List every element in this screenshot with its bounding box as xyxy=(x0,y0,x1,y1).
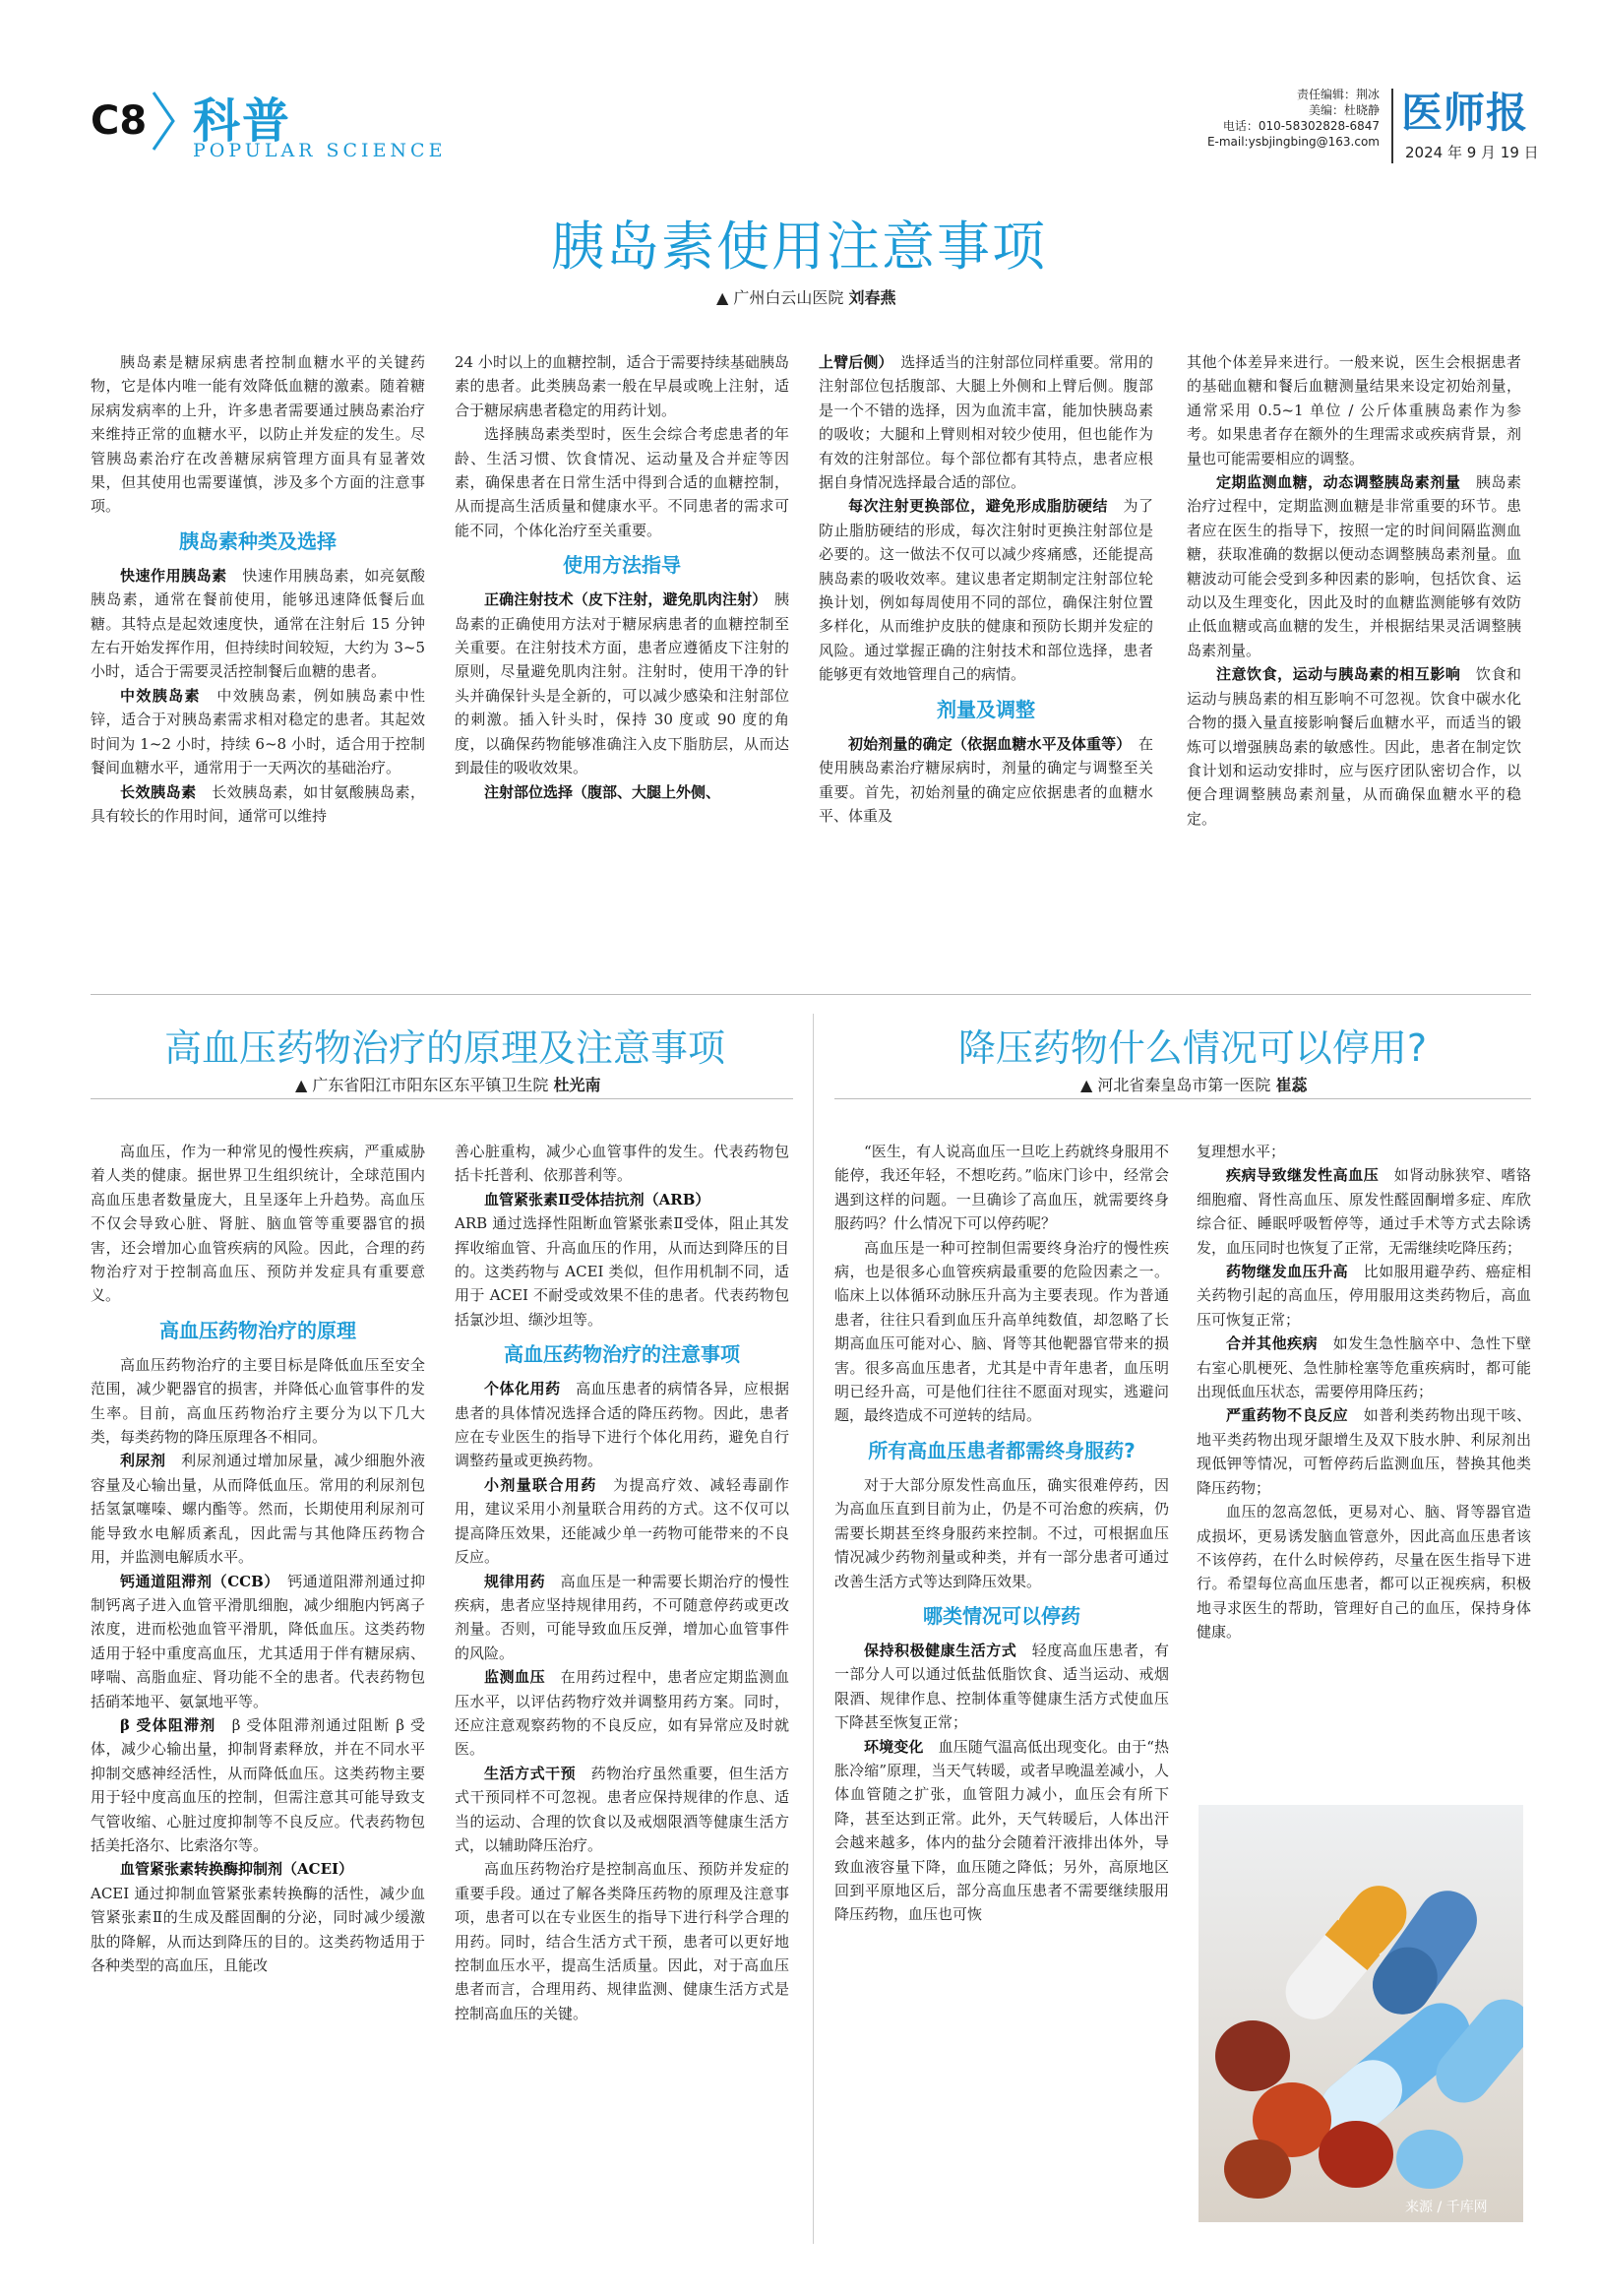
paragraph-text: 胰岛素的正确使用方法对于糖尿病患者的血糖控制至关重要。在注射技术方面，患者应遵循皮下注射的原则，尽量避免肌肉注射。注射时，使用干净的针头并确保针头是全新的，可以减少感染和注射部位的刺激。插入针头时，保持 30 度或 90 度的角度，以确保药物能够准确注入皮下脂肪层，从而达到最佳的吸收效果。 xyxy=(455,590,789,777)
paragraph xyxy=(455,1762,789,1858)
paragraph xyxy=(1197,1163,1531,1260)
paragraph-lead: 每次注射更换部位，避免形成脂肪硬结 xyxy=(848,497,1108,516)
paragraph xyxy=(455,422,789,542)
paragraph-text: 如发生急性脑卒中、急性下壁右室心肌梗死、急性肺栓塞等危重疾病时，都可能出现低血压状态，需要停用降压药； xyxy=(1197,1334,1531,1401)
paragraph xyxy=(819,494,1153,686)
paragraph xyxy=(455,1473,789,1570)
paragraph-lead: 药物继发血压升高 xyxy=(1226,1263,1349,1281)
title-rule xyxy=(91,1098,793,1099)
paragraph xyxy=(91,1140,425,1308)
paragraph-lead: 快速作用胰岛素 xyxy=(120,566,227,585)
paragraph xyxy=(91,1882,425,1978)
paragraph xyxy=(1197,1140,1531,1163)
paragraph xyxy=(834,1236,1169,1428)
paragraph-text: 对于大部分原发性高血压，确实很难停药，因为高血压直到目前为止，仍是不可治愈的疾病，仍需要长期甚至终身服药来控制。不过，可根据血压情况减少药物剂量或种类，并有一部分患者可通过改善生活方式等达到降压效果。 xyxy=(834,1475,1169,1590)
section-divider xyxy=(91,994,1531,995)
article-column xyxy=(819,350,1153,828)
paragraph xyxy=(455,1857,789,2025)
paragraph-text: 高血压是一种需要长期治疗的慢性疾病，患者应坚持规律用药，不可随意停药或更改剂量。否则，可能导致血压反弹，增加心血管事件的风险。 xyxy=(455,1572,789,1662)
paragraph xyxy=(1187,350,1521,470)
editor-credit: 责任编辑：荆冰 xyxy=(1296,88,1380,101)
paragraph-text: ARB 通过选择性阻断血管紧张素Ⅱ受体，阻止其发挥收缩血管、升高血压的作用，从而达到降压的目的。这类药物与 ACEI 类似，但作用机制不同，适用于 ACEI 不耐受或效果不佳的患者。代表药物包括氯沙坦、缬沙坦等。 xyxy=(455,1214,789,1329)
paragraph xyxy=(91,780,425,829)
paragraph-lead: 保持积极健康生活方式 xyxy=(864,1641,1017,1659)
paragraph-text: 饮食和运动与胰岛素的相互影响不可忽视。饮食中碳水化合物的摄入量直接影响餐后血糖水平，而适当的锻炼可以增强胰岛素的敏感性。因此，患者在制定饮食计划和运动安排时，应与医疗团队密切合作，以便合理调整胰岛素剂量，从而确保血糖水平的稳定。 xyxy=(1187,665,1521,828)
paragraph-lead: 定期监测血糖，动态调整胰岛素剂量 xyxy=(1216,473,1461,492)
masthead-divider xyxy=(1391,89,1393,163)
byline-author: 崔蕊 xyxy=(1275,1076,1308,1094)
article-byline xyxy=(295,1073,601,1095)
paragraph xyxy=(455,350,789,422)
paragraph-text: 善心脏重构，减少心血管事件的发生。代表药物包括卡托普利、依那普利等。 xyxy=(455,1143,789,1185)
article-column xyxy=(91,350,425,828)
paragraph-lead: 个体化用药 xyxy=(484,1380,561,1398)
byline-author: 刘春燕 xyxy=(848,288,896,307)
paragraph xyxy=(455,780,789,804)
section-heading: 所有高血压患者都需终身服药? xyxy=(868,1438,1136,1462)
paragraph xyxy=(1197,1403,1531,1500)
paragraph xyxy=(455,1665,789,1762)
paragraph xyxy=(455,1377,789,1473)
designer-credit: 美编：杜晓静 xyxy=(1308,103,1380,117)
paragraph-text: 高血压药物治疗的主要目标是降低血压至安全范围，减少靶器官的损害，并降低心血管事件的发生率。目前，高血压药物治疗主要分为以下几大类，每类药物的降压原理各不相同。 xyxy=(91,1355,425,1447)
paragraph-text: 其他个体差异来进行。一般来说，医生会根据患者的基础血糖和餐后血糖测量结果来设定初始剂量，通常采用 0.5~1 单位 / 公斤体重胰岛素作为参考。如果患者存在额外的生理需求或疾病背景，剂量也可能需要相应的调整。 xyxy=(1187,353,1521,467)
article-column xyxy=(455,350,789,804)
paragraph-lead: 初始剂量的确定（依据血糖水平及体重等） xyxy=(848,734,1124,753)
phone-contact: 电话：010-58302828-6847 xyxy=(1222,119,1380,133)
paragraph-lead: 钙通道阻滞剂（CCB） xyxy=(120,1572,273,1590)
byline-org: ▲ 广东省阳江市阳东区东平镇卫生院 xyxy=(295,1076,549,1094)
paragraph-lead: 合并其他疾病 xyxy=(1226,1334,1319,1353)
paragraph-text: 复理想水平； xyxy=(1197,1143,1286,1160)
paragraph-lead: 监测血压 xyxy=(484,1668,546,1687)
article-byline xyxy=(716,285,896,308)
section-subtitle: POPULAR SCIENCE xyxy=(193,140,447,161)
paragraph xyxy=(819,350,1153,494)
paragraph-text: 钙通道阻滞剂通过抑制钙离子进入血管平滑肌细胞，减少细胞内钙离子浓度，进而松弛血管平滑肌，降低血压。这类药物适用于轻中重度高血压，尤其适用于伴有糖尿病、哮喘、高脂血症、肾功能不全的患者。代表药物包括硝苯地平、氨氯地平等。 xyxy=(91,1572,425,1710)
paragraph xyxy=(91,350,425,519)
paragraph-lead: 血管紧张素Ⅱ受体拮抗剂（ARB） xyxy=(484,1190,703,1209)
paragraph xyxy=(91,564,425,684)
paragraph-text: 血压随气温高低出现变化。由于“热胀冷缩”原理，当天气转暖，或者早晚温差减小，人体血管随之扩张，血管阻力减小，血压会有所下降，甚至达到正常。此外，天气转暖后，人体出汗会越来越多，体内的盐分会随着汗液排出体外，导致血液容量下降，血压随之降低；另外，高原地区回到平原地区后，部分高血压患者不需要继续服用降压药物，血压也可恢 xyxy=(834,1737,1169,1924)
paragraph xyxy=(455,1140,789,1188)
section-title: 科普 xyxy=(193,93,292,149)
paragraph-text: 血压的忽高忽低，更易对心、脑、肾等器官造成损坏，更易诱发脑血管意外，因此高血压患者该不该停药，在什么时候停药，尽量在医生指导下进行。希望每位高血压患者，都可以正视疾病，积极地寻求医生的帮助，管理好自己的血压，保持身体健康。 xyxy=(1197,1503,1531,1642)
paragraph-lead: 长效胰岛素 xyxy=(120,782,197,801)
paragraph-lead: 利尿剂 xyxy=(120,1452,166,1470)
article-title: 高血压药物治疗的原理及注意事项 xyxy=(163,1026,725,1070)
paragraph-lead: 环境变化 xyxy=(864,1737,924,1756)
paragraph-text: 高血压患者的病情各异，应根据患者的具体情况选择合适的降压药物。因此，患者应在专业医生的指导下进行个体化用药，避免自行调整药量或更换药物。 xyxy=(455,1380,789,1470)
paragraph-text: 如普利类药物出现干咳、地平类药物出现牙龈增生及双下肢水肿、利尿剂出现低钾等情况，可暂停药后监测血压，替换其他类降压药物； xyxy=(1197,1406,1531,1497)
article-column xyxy=(1197,1140,1531,1644)
paragraph-text: 在使用胰岛素治疗糖尿病时，剂量的确定与调整至关重要。首先，初始剂量的确定应依据患者的血糖水平、体重及 xyxy=(819,734,1153,825)
paragraph xyxy=(1197,1332,1531,1403)
paragraph-text: 24 小时以上的血糖控制，适合于需要持续基础胰岛素的患者。此类胰岛素一般在早晨或晚上注射，适合于糖尿病患者稳定的用药计划。 xyxy=(455,353,789,419)
paragraph-text: 高血压药物治疗是控制高血压、预防并发症的重要手段。通过了解各类降压药物的原理及注意事项，患者可以在专业医生的指导下进行科学合理的用药。同时，结合生活方式干预，患者可以更好地控制血压水平，提高生活质量。因此，对于高血压患者而言，合理用药、规律监测、健康生活方式是控制高血压的关键。 xyxy=(455,1860,789,2022)
section-heading: 剂量及调整 xyxy=(937,697,1035,721)
paragraph-text: 高血压，作为一种常见的慢性疾病，严重威胁着人类的健康。据世界卫生组织统计，全球范围内高血压患者数量庞大，且呈逐年上升趋势。高血压不仅会导致心脏、肾脏、脑血管等重要器官的损害，还会增加心血管疾病的风险。因此，合理的药物治疗对于控制高血压、预防并发症具有重要意义。 xyxy=(91,1143,425,1305)
paragraph-text: 如肾动脉狭窄、嗜铬细胞瘤、肾性高血压、原发性醛固酮增多症、库欣综合征、睡眠呼吸暂停等，通过手术等方式去除诱发，血压同时也恢复了正常，无需继续吃降压药； xyxy=(1197,1166,1531,1257)
paragraph-text: 胰岛素是糖尿病患者控制血糖水平的关键药物，它是体内唯一能有效降低血糖的激素。随着糖尿病发病率的上升，许多患者需要通过胰岛素治疗来维持正常的血糖水平，以防止并发症的发生。尽管胰岛素治疗在改善糖尿病管理方面具有显著效果，但其使用也需要谨慎，涉及多个方面的注意事项。 xyxy=(91,353,425,516)
paragraph-text: 轻度高血压患者，有一部分人可以通过低盐低脂饮食、适当运动、戒烟限酒、规律作息、控制体重等健康生活方式使血压下降甚至恢复正常； xyxy=(834,1641,1169,1732)
newspaper-logo: 医师报 xyxy=(1401,89,1529,137)
article-column xyxy=(1187,350,1521,831)
paragraph xyxy=(455,1211,789,1332)
paragraph-text: 选择胰岛素类型时，医生会综合考虑患者的年龄、生活习惯、饮食情况、运动量及合并症等因素，确保患者在日常生活中得到合适的血糖控制，从而提高生活质量和健康水平。不同患者的需求可能不同，个体化治疗至关重要。 xyxy=(455,425,789,539)
paragraph xyxy=(1197,1260,1531,1332)
paragraph xyxy=(91,1713,425,1857)
paragraph-text: 中效胰岛素，例如胰岛素中性锌，适合于对胰岛素需求相对稳定的患者。其起效时间为 1~2 小时，持续 6~8 小时，适合用于控制餐间血糖水平，通常用于一天两次的基础治疗。 xyxy=(91,686,425,777)
paragraph-lead: 注意饮食，运动与胰岛素的相互影响 xyxy=(1216,665,1461,684)
paragraph-lead: 规律用药 xyxy=(484,1572,546,1590)
article-column xyxy=(455,1140,789,2025)
paragraph xyxy=(1197,1500,1531,1644)
article-column xyxy=(91,1140,425,1977)
paragraph-text: 选择适当的注射部位同样重要。常用的注射部位包括腹部、大腿上外侧和上臂后侧。腹部是一个不错的选择，因为血流丰富，能加快胰岛素的吸收；大腿和上臂则相对较少使用，但也能作为有效的注射部位。每个部位都有其特点，患者应根据自身情况选择最合适的部位。 xyxy=(819,353,1153,492)
paragraph xyxy=(455,1570,789,1666)
section-heading: 高血压药物治疗的注意事项 xyxy=(504,1342,740,1367)
paragraph-lead: 小剂量联合用药 xyxy=(484,1475,597,1494)
paragraph xyxy=(91,1449,425,1569)
paragraph-text: 在用药过程中，患者应定期监测血压水平，以评估药物疗效并调整用药方案。同时，还应注意观察药物的不良反应，如有异常应及时就医。 xyxy=(455,1668,789,1759)
paragraph xyxy=(834,1140,1169,1236)
paragraph-text: 比如服用避孕药、癌症相关药物引起的高血压，停用服用这类药物后，高血压可恢复正常； xyxy=(1197,1263,1531,1329)
paragraph-lead: 上臂后侧） xyxy=(819,353,887,371)
paragraph-text: 为提高疗效、减轻毒副作用，建议采用小剂量联合用药的方式。这不仅可以提高降压效果，还能减少单一药物可能带来的不良反应。 xyxy=(455,1475,789,1567)
byline-org: ▲ 广州白云山医院 xyxy=(716,288,844,307)
paragraph xyxy=(455,588,789,779)
section-heading: 哪类情况可以停药 xyxy=(923,1603,1080,1628)
page-number: C8 xyxy=(91,98,148,144)
section-heading: 胰岛素种类及选择 xyxy=(179,528,337,553)
paragraph xyxy=(819,732,1153,829)
section-heading: 使用方法指导 xyxy=(563,553,681,578)
article-title: 降压药物什么情况可以停用? xyxy=(957,1026,1428,1070)
issue-date: 2024 年 9 月 19 日 xyxy=(1405,144,1539,161)
paragraph-text: 胰岛素治疗过程中，定期监测血糖是非常重要的环节。患者应在医生的指导下，按照一定的时间间隔监测血糖，获取准确的数据以便动态调整胰岛素剂量。血糖波动可能会受到多种因素的影响，包括饮食、运动以及生理变化，因此及时的血糖监测能够有效防止低血糖或高血糖的发生，并根据结果灵活调整胰岛素剂量。 xyxy=(1187,473,1521,659)
paragraph-lead: 正确注射技术（皮下注射，避免肌肉注射） xyxy=(484,590,760,609)
paragraph xyxy=(1187,470,1521,662)
paragraph-text: “医生，有人说高血压一旦吃上药就终身服用不能停，我还年轻，不想吃药。”临床门诊中，经常会遇到这样的问题。一旦确诊了高血压，就需要终身服药吗？什么情况下可以停药呢？ xyxy=(834,1143,1169,1233)
paragraph-lead: 注射部位选择（腹部、大腿上外侧、 xyxy=(484,782,713,801)
byline-author: 杜光南 xyxy=(553,1076,601,1094)
paragraph xyxy=(1187,662,1521,831)
section-heading: 高血压药物治疗的原理 xyxy=(159,1318,356,1342)
article-title: 胰岛素使用注意事项 xyxy=(551,216,1047,278)
paragraph-text: 高血压是一种可控制但需要终身治疗的慢性疾病，也是很多心血管疾病最重要的危险因素之一。临床上以体循环动脉压升高为主要表现。作为普通患者，往往只看到血压升高单纯数值，却忽略了长期高血压可能对心、脑、肾等其他靶器官带来的损害。很多高血压患者，尤其是中青年患者，血压明明已经升高，可是他们往往不愿面对现实，逃避问题，最终造成不可逆转的结局。 xyxy=(834,1238,1169,1425)
column-divider xyxy=(813,1014,814,2244)
paragraph xyxy=(834,1473,1169,1593)
paragraph xyxy=(834,1735,1169,1927)
paragraph-text: β 受体阻滞剂通过阻断 β 受体，减少心输出量，抑制肾素释放，并在不同水平抑制交感神经活性，从而降低血压。这类药物主要用于轻中度高血压的控制，但需注意其可能导致支气管收缩、心脏过度抑制等不良反应。代表药物包括美托洛尔、比索洛尔等。 xyxy=(91,1715,425,1854)
paragraph-text: ACEI 通过抑制血管紧张素转换酶的活性，减少血管紧张素Ⅱ的生成及醛固酮的分泌，同时减少缓激肽的降解，从而达到降压的目的。这类药物适用于各种类型的高血压，且能改 xyxy=(91,1884,425,1974)
email-contact: E-mail:ysbjingbing@163.com xyxy=(1206,135,1380,149)
paragraph-lead: 疾病导致继发性高血压 xyxy=(1226,1166,1380,1185)
paragraph-lead: β 受体阻滞剂 xyxy=(120,1715,216,1734)
paragraph-lead: 血管紧张素转换酶抑制剂（ACEI） xyxy=(120,1860,346,1879)
paragraph-text: 长效胰岛素，如甘氨酸胰岛素，具有较长的作用时间，通常可以维持 xyxy=(91,782,425,825)
paragraph xyxy=(91,684,425,780)
photo-credit: 来源 / 千库网 xyxy=(1405,2200,1488,2215)
article-column xyxy=(834,1140,1169,1927)
title-rule xyxy=(834,1098,1531,1099)
paragraph xyxy=(91,1570,425,1713)
pills-photo xyxy=(1198,1805,1523,2222)
paragraph-text: 快速作用胰岛素，如亮氨酸胰岛素，通常在餐前使用，能够迅速降低餐后血糖。其特点是起效速度快，通常在注射后 15 分钟左右开始发挥作用，但持续时间较短，大约为 3~5 小时，适合于需要灵活控制餐后血糖的患者。 xyxy=(91,566,425,681)
paragraph-lead: 生活方式干预 xyxy=(484,1764,577,1782)
paragraph xyxy=(834,1639,1169,1735)
paragraph-text: 药物治疗虽然重要，但生活方式干预同样不可忽视。患者应保持规律的作息、适当的运动、合理的饮食以及戒烟限酒等健康生活方式，以辅助降压治疗。 xyxy=(455,1764,789,1854)
pills-illustration xyxy=(1198,1805,1523,2222)
chevron-right-icon xyxy=(150,91,177,152)
paragraph xyxy=(91,1353,425,1450)
article-byline xyxy=(1080,1073,1308,1095)
paragraph xyxy=(91,1857,425,1881)
masthead-info xyxy=(1161,87,1380,150)
paragraph-lead: 严重药物不良反应 xyxy=(1226,1406,1349,1425)
byline-org: ▲ 河北省秦皇岛市第一医院 xyxy=(1080,1076,1271,1094)
paragraph xyxy=(455,1188,789,1211)
paragraph-lead: 中效胰岛素 xyxy=(120,686,201,705)
paragraph-text: 利尿剂通过增加尿量，减少细胞外液容量及心输出量，从而降低血压。常用的利尿剂包括氢氯噻嗪、螺内酯等。然而，长期使用利尿剂可能导致水电解质紊乱，因此需与其他降压药物合用，并监测电解质水平。 xyxy=(91,1452,425,1567)
paragraph-text: 为了防止脂肪硬结的形成，每次注射时更换注射部位是必要的。这一做法不仅可以减少疼痛感，还能提高胰岛素的吸收效率。建议患者定期制定注射部位轮换计划，例如每周使用不同的部位，确保注射位置多样化，从而维护皮肤的健康和预防长期并发症的风险。通过掌握正确的注射技术和部位选择，患者能够更有效地管理自己的病情。 xyxy=(819,497,1153,684)
